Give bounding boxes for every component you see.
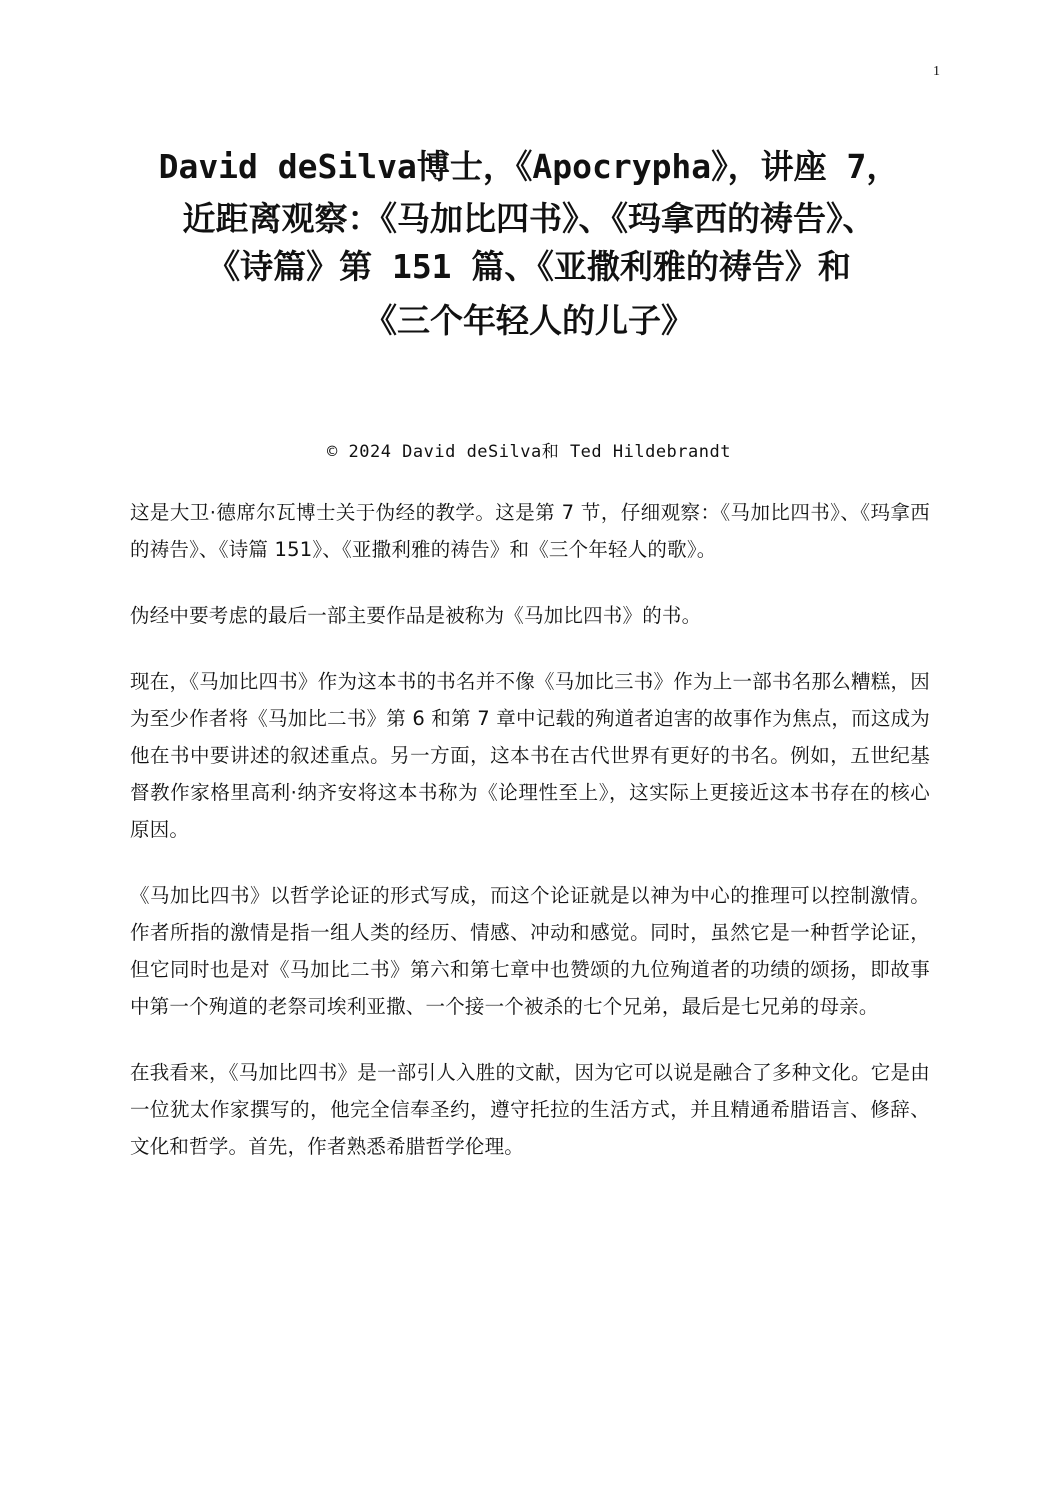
title-line-4: 《三个年轻人的儿子》 (364, 301, 694, 340)
paragraph-5: 在我看来，《马加比四书》是一部引人入胜的文献，因为它可以说是融合了多种文化。它是由一位犹太作家撰写的，他完全信奉圣约，遵守托拉的生活方式，并且精通希腊语言、修辞、文化和哲学。首先，作者熟悉希腊哲学伦理。 (130, 1061, 930, 1158)
page-number: 1 (933, 64, 940, 79)
body-text (130, 494, 930, 1194)
paragraph-3: 现在，《马加比四书》作为这本书的书名并不像《马加比三书》作为上一部书名那么糟糕，因为至少作者将《马加比二书》第 6 和第 7 章中记载的殉道者迫害的故事作为焦点，而这成为他在书中要讲述的叙述重点。另一方面，这本书在古代世界有更好的书名。例如，五世纪基督教作家格里高利·纳齐安将这本书称为《论理性至上》，这实际上更接近这本书存在的核心原因。 (130, 670, 930, 841)
paragraph-2: 伪经中要考虑的最后一部主要作品是被称为《马加比四书》的书。 (130, 604, 702, 627)
document-title (110, 138, 948, 350)
paragraph-1: 这是大卫·德席尔瓦博士关于伪经的教学。这是第 7 节，仔细观察：《马加比四书》、《玛拿西的祷告》、《诗篇 151》、《亚撒利雅的祷告》和《三个年轻人的歌》。 (130, 501, 930, 561)
copyright-notice: © 2024 David deSilva和 Ted Hildebrandt (327, 442, 731, 462)
title-line-2: 近距离观察：《马加比四书》、《玛拿西的祷告》、 (182, 199, 876, 238)
title-line-3: 《诗篇》第 151 篇、《亚撒利雅的祷告》和 (207, 247, 851, 286)
paragraph-4: 《马加比四书》以哲学论证的形式写成，而这个论证就是以神为中心的推理可以控制激情。作者所指的激情是指一组人类的经历、情感、冲动和感觉。同时，虽然它是一种哲学论证，但它同时也是对《马加比二书》第六和第七章中也赞颂的九位殉道者的功绩的颂扬，即故事中第一个殉道的老祭司埃利亚撒、一个接一个被杀的七个兄弟，最后是七兄弟的母亲。 (130, 884, 930, 1018)
title-line-1: David deSilva博士，《Apocrypha》，讲座 7， (158, 147, 900, 186)
